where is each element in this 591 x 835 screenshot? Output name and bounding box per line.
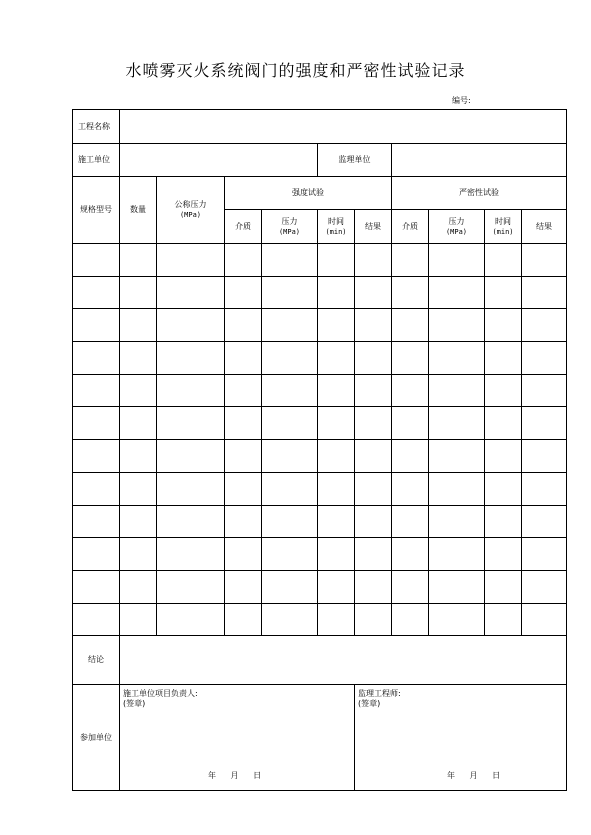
data-cell[interactable]	[355, 342, 392, 375]
data-cell[interactable]	[429, 603, 485, 636]
tightness-time-label: 时间	[495, 216, 511, 226]
header-strength-test: 强度试验	[225, 177, 392, 210]
data-cell[interactable]	[225, 472, 262, 505]
table-row	[73, 570, 567, 603]
conclusion-field[interactable]	[120, 636, 567, 685]
strength-time-unit: (min)	[325, 227, 347, 236]
data-cell[interactable]	[157, 407, 225, 440]
data-cell[interactable]	[318, 407, 355, 440]
strength-time-header	[318, 210, 355, 244]
data-cell[interactable]	[318, 603, 355, 636]
data-cell[interactable]	[157, 505, 225, 538]
data-cell[interactable]	[485, 472, 522, 505]
data-cell[interactable]	[392, 603, 429, 636]
data-cell[interactable]	[262, 342, 318, 375]
table-row	[73, 244, 567, 277]
data-cell[interactable]	[429, 309, 485, 342]
data-cell[interactable]	[157, 276, 225, 309]
data-cell[interactable]	[73, 342, 120, 375]
conclusion-label: 结论	[73, 636, 120, 685]
data-cell[interactable]	[157, 603, 225, 636]
serial-number-label: 编号:	[452, 96, 471, 105]
supervision-sign-cell[interactable]	[355, 685, 567, 791]
data-cell[interactable]	[392, 440, 429, 473]
data-cell[interactable]	[318, 570, 355, 603]
data-cell[interactable]	[522, 244, 567, 277]
tightness-pressure-label: 压力	[448, 216, 465, 226]
data-cell[interactable]	[225, 374, 262, 407]
data-cell[interactable]	[485, 407, 522, 440]
data-cell[interactable]	[73, 505, 120, 538]
data-cell[interactable]	[157, 309, 225, 342]
header-tightness-test: 严密性试验	[392, 177, 567, 210]
data-cell[interactable]	[73, 244, 120, 277]
data-cell[interactable]	[73, 440, 120, 473]
construction-unit-label: 施工单位	[73, 144, 120, 177]
data-cell[interactable]	[225, 570, 262, 603]
strength-time-label: 时间	[328, 216, 344, 226]
data-cell[interactable]	[392, 570, 429, 603]
data-cell[interactable]	[73, 570, 120, 603]
data-cell[interactable]	[225, 603, 262, 636]
data-cell[interactable]	[429, 570, 485, 603]
data-cell[interactable]	[429, 374, 485, 407]
data-cell[interactable]	[225, 505, 262, 538]
construction-unit-field[interactable]	[120, 144, 318, 177]
supervision-seal-label: (签章)	[358, 699, 381, 709]
data-cell[interactable]	[157, 472, 225, 505]
header-spec-model: 规格型号	[73, 177, 120, 244]
data-cell[interactable]	[522, 407, 567, 440]
data-cell[interactable]	[318, 342, 355, 375]
data-cell[interactable]	[120, 570, 157, 603]
data-cell[interactable]	[120, 276, 157, 309]
data-cell[interactable]	[120, 244, 157, 277]
data-cell[interactable]	[485, 505, 522, 538]
table-row	[73, 505, 567, 538]
page-title: 水喷雾灭火系统阀门的强度和严密性试验记录	[125, 61, 466, 80]
data-cell[interactable]	[522, 472, 567, 505]
strength-medium-header: 介质	[225, 210, 262, 244]
data-cell[interactable]	[392, 472, 429, 505]
data-cell[interactable]	[485, 342, 522, 375]
data-cell[interactable]	[522, 309, 567, 342]
tightness-result-header: 结果	[522, 210, 567, 244]
data-cell[interactable]	[318, 276, 355, 309]
strength-pressure-unit: (MPa)	[278, 227, 301, 236]
data-cell[interactable]	[355, 407, 392, 440]
data-cell[interactable]	[225, 244, 262, 277]
tightness-pressure-header	[429, 210, 485, 244]
data-cell[interactable]	[355, 276, 392, 309]
data-cell[interactable]	[262, 440, 318, 473]
data-cell[interactable]	[485, 570, 522, 603]
table-row	[73, 538, 567, 571]
tightness-pressure-unit: (MPa)	[445, 227, 468, 236]
data-cell[interactable]	[429, 440, 485, 473]
tightness-time-unit: (min)	[492, 227, 514, 236]
data-cell[interactable]	[73, 374, 120, 407]
header-quantity: 数量	[120, 177, 157, 244]
data-cell[interactable]	[429, 505, 485, 538]
data-cell[interactable]	[355, 538, 392, 571]
data-cell[interactable]	[355, 505, 392, 538]
data-cell[interactable]	[485, 603, 522, 636]
data-cell[interactable]	[522, 570, 567, 603]
data-cell[interactable]	[392, 342, 429, 375]
data-cell[interactable]	[429, 472, 485, 505]
data-cell[interactable]	[225, 309, 262, 342]
strength-result-header: 结果	[355, 210, 392, 244]
data-cell[interactable]	[318, 538, 355, 571]
data-cell[interactable]	[429, 538, 485, 571]
data-cell[interactable]	[157, 440, 225, 473]
data-cell[interactable]	[73, 472, 120, 505]
data-cell[interactable]	[392, 244, 429, 277]
table-row	[73, 472, 567, 505]
data-cell[interactable]	[429, 244, 485, 277]
data-cell[interactable]	[262, 276, 318, 309]
data-cell[interactable]	[522, 276, 567, 309]
data-cell[interactable]	[73, 309, 120, 342]
data-cell[interactable]	[392, 309, 429, 342]
data-cell[interactable]	[120, 374, 157, 407]
data-cell[interactable]	[120, 538, 157, 571]
data-cell[interactable]	[522, 505, 567, 538]
supervision-date-label: 年 月 日	[447, 771, 507, 781]
data-cell[interactable]	[355, 603, 392, 636]
data-cell[interactable]	[120, 407, 157, 440]
data-rows	[73, 244, 567, 636]
data-cell[interactable]	[120, 309, 157, 342]
table-row	[73, 374, 567, 407]
construction-signer-label: 施工单位项目负责人:	[123, 689, 198, 699]
data-cell[interactable]	[485, 374, 522, 407]
data-cell[interactable]	[225, 440, 262, 473]
supervision-unit-label: 监理单位	[318, 144, 392, 177]
data-cell[interactable]	[120, 603, 157, 636]
data-cell[interactable]	[485, 538, 522, 571]
data-cell[interactable]	[392, 276, 429, 309]
data-cell[interactable]	[157, 538, 225, 571]
data-cell[interactable]	[262, 472, 318, 505]
project-name-label: 工程名称	[73, 110, 120, 144]
data-cell[interactable]	[429, 342, 485, 375]
data-cell[interactable]	[355, 472, 392, 505]
data-cell[interactable]	[355, 440, 392, 473]
data-cell[interactable]	[120, 472, 157, 505]
data-cell[interactable]	[522, 440, 567, 473]
data-cell[interactable]	[262, 570, 318, 603]
data-cell[interactable]	[157, 244, 225, 277]
data-cell[interactable]	[392, 538, 429, 571]
data-cell[interactable]	[225, 538, 262, 571]
data-cell[interactable]	[522, 603, 567, 636]
data-cell[interactable]	[262, 407, 318, 440]
table-row	[73, 603, 567, 636]
supervision-signer-label: 监理工程师:	[358, 689, 401, 699]
data-cell[interactable]	[355, 244, 392, 277]
data-cell[interactable]	[73, 603, 120, 636]
project-name-field[interactable]	[120, 110, 567, 144]
data-cell[interactable]	[392, 374, 429, 407]
data-cell[interactable]	[392, 505, 429, 538]
data-cell[interactable]	[318, 472, 355, 505]
data-cell[interactable]	[262, 374, 318, 407]
data-cell[interactable]	[392, 407, 429, 440]
nominal-pressure-unit: (MPa)	[179, 211, 202, 219]
nominal-pressure-label: 公称压力	[174, 200, 207, 209]
supervision-unit-field[interactable]	[392, 144, 567, 177]
table-row	[73, 407, 567, 440]
data-cell[interactable]	[120, 342, 157, 375]
table-row	[73, 440, 567, 473]
data-cell[interactable]	[73, 407, 120, 440]
data-cell[interactable]	[157, 342, 225, 375]
data-cell[interactable]	[120, 440, 157, 473]
data-cell[interactable]	[225, 342, 262, 375]
data-cell[interactable]	[262, 538, 318, 571]
data-cell[interactable]	[355, 374, 392, 407]
test-record-table	[72, 109, 567, 791]
construction-seal-label: (签章)	[123, 699, 146, 709]
data-cell[interactable]	[429, 407, 485, 440]
data-cell[interactable]	[429, 276, 485, 309]
data-cell[interactable]	[318, 440, 355, 473]
data-cell[interactable]	[262, 603, 318, 636]
data-cell[interactable]	[522, 374, 567, 407]
table-row	[73, 276, 567, 309]
data-cell[interactable]	[485, 309, 522, 342]
data-cell[interactable]	[73, 276, 120, 309]
construction-sign-cell[interactable]	[120, 685, 355, 791]
data-cell[interactable]	[318, 244, 355, 277]
data-cell[interactable]	[262, 244, 318, 277]
data-cell[interactable]	[262, 309, 318, 342]
data-cell[interactable]	[522, 538, 567, 571]
data-cell[interactable]	[225, 407, 262, 440]
data-cell[interactable]	[318, 374, 355, 407]
data-cell[interactable]	[355, 570, 392, 603]
data-cell[interactable]	[73, 538, 120, 571]
data-cell[interactable]	[225, 276, 262, 309]
data-cell[interactable]	[120, 505, 157, 538]
participants-label: 参加单位	[73, 685, 120, 791]
table-row	[73, 342, 567, 375]
data-cell[interactable]	[157, 570, 225, 603]
data-cell[interactable]	[485, 276, 522, 309]
data-cell[interactable]	[262, 505, 318, 538]
construction-date-label: 年 月 日	[208, 771, 268, 781]
data-cell[interactable]	[157, 374, 225, 407]
data-cell[interactable]	[485, 244, 522, 277]
strength-pressure-header	[262, 210, 318, 244]
data-cell[interactable]	[318, 309, 355, 342]
tightness-medium-header: 介质	[392, 210, 429, 244]
tightness-time-header	[485, 210, 522, 244]
data-cell[interactable]	[318, 505, 355, 538]
header-nominal-pressure	[157, 177, 225, 244]
data-cell[interactable]	[522, 342, 567, 375]
table-row	[73, 309, 567, 342]
data-cell[interactable]	[355, 309, 392, 342]
strength-pressure-label: 压力	[281, 216, 298, 226]
data-cell[interactable]	[485, 440, 522, 473]
